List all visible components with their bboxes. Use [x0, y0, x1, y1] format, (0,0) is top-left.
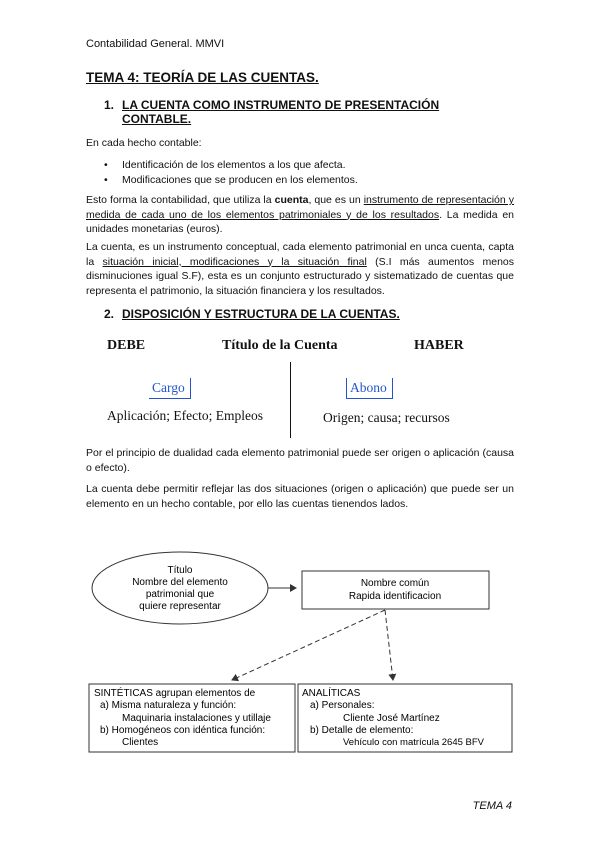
- intro-text: En cada hecho contable:: [86, 137, 202, 149]
- section-2-number: 2.: [104, 307, 115, 321]
- p1-c: , que es un: [308, 194, 364, 206]
- title-ellipse: [92, 552, 268, 624]
- synthetic-line: b) Homogéneos con idéntica función:: [100, 725, 266, 736]
- name-box: [302, 571, 489, 609]
- analytic-line: b) Detalle de elemento:: [310, 725, 414, 736]
- section-1-number: 1.: [104, 98, 115, 112]
- p2-a: La cuenta, es un instrumento conceptual, cada elemento patrimonial en unca cuenta, capta la: [86, 241, 514, 268]
- name-box-line: Rapida identificacion: [348, 591, 442, 602]
- synthetic-line: Clientes: [122, 737, 159, 748]
- ellipse-line: quiere representar: [139, 601, 221, 612]
- left-side-description: Aplicación; Efecto; Empleos: [107, 408, 263, 423]
- analytic-line: Vehículo con matrícula 2645 BFV: [343, 737, 484, 748]
- abono-label: Abono: [346, 378, 393, 399]
- t-title: Título de la Cuenta: [222, 338, 338, 353]
- ellipse-line: patrimonial que: [145, 589, 215, 600]
- running-header: Contabilidad General. MMVI: [86, 38, 225, 50]
- p1-underlined: instrumento de representación y medida de cada uno de los elementos patrimoniales y de los resultados: [86, 194, 515, 221]
- p1-bold-cuenta: cuenta: [274, 194, 309, 206]
- t-debe: DEBE: [107, 338, 146, 353]
- section-1-line-2: CONTABLE.: [122, 112, 192, 126]
- cargo-label: Cargo: [149, 378, 191, 399]
- analytic-line: a) Personales:: [310, 700, 375, 711]
- ellipse-line: Nombre del elemento: [132, 577, 228, 588]
- synthetic-line: Maquinaria instalaciones y utillaje: [122, 713, 271, 724]
- section-1-line-1: LA CUENTA COMO INSTRUMENTO DE PRESENTACIÓN: [122, 98, 440, 112]
- p2-c: (S.I más aumentos menos disminuciones igual S.F), esta es un conjunto estructurado y sistematizado de cuentas que representa el patrimonio, la situación financiera y los resultados.: [86, 255, 515, 297]
- analytic-line: ANALÍTICAS: [302, 688, 361, 699]
- dashed-arrow-analytic: [385, 610, 393, 680]
- name-box-line: Nombre común: [360, 578, 430, 589]
- page-title: TEMA 4: TEORÍA DE LAS CUENTAS.: [86, 70, 319, 85]
- synthetic-line: a) Misma naturaleza y función:: [100, 700, 237, 711]
- right-side-description: Origen; causa; recursos: [323, 410, 450, 425]
- section-2-text: DISPOSICIÓN Y ESTRUCTURA DE LA CUENTAS.: [122, 307, 400, 321]
- bullet-item-text: Modificaciones que se producen en los elementos.: [122, 174, 358, 186]
- p2-underlined: situación inicial, modificaciones y la situación final: [102, 255, 367, 268]
- analytic-line: Cliente José Martínez: [343, 713, 440, 724]
- synthetic-line: SINTÉTICAS agrupan elementos de: [94, 688, 256, 699]
- paragraph-dualidad: Por el principio de dualidad cada elemento patrimonial puede ser origen o aplicación (causa o efecto).: [86, 447, 514, 474]
- t-haber: HABER: [414, 338, 464, 353]
- p1-a: Esto forma la contabilidad, que utiliza la: [86, 194, 275, 206]
- p1-e: . La medida en unidades monetarias (euros).: [86, 208, 514, 236]
- dashed-arrow-synthetic: [232, 610, 385, 680]
- page-footer: TEMA 4: [472, 800, 512, 812]
- bullet-item-text: Identificación de los elementos a los que afecta.: [122, 159, 346, 171]
- ellipse-line: Título: [167, 565, 193, 576]
- paragraph-dos-lados: La cuenta debe permitir reflejar las dos situaciones (origen o aplicación) que puede ser un elemento en un hecho contable, por ello las cuentas tienendos lados.: [86, 483, 514, 510]
